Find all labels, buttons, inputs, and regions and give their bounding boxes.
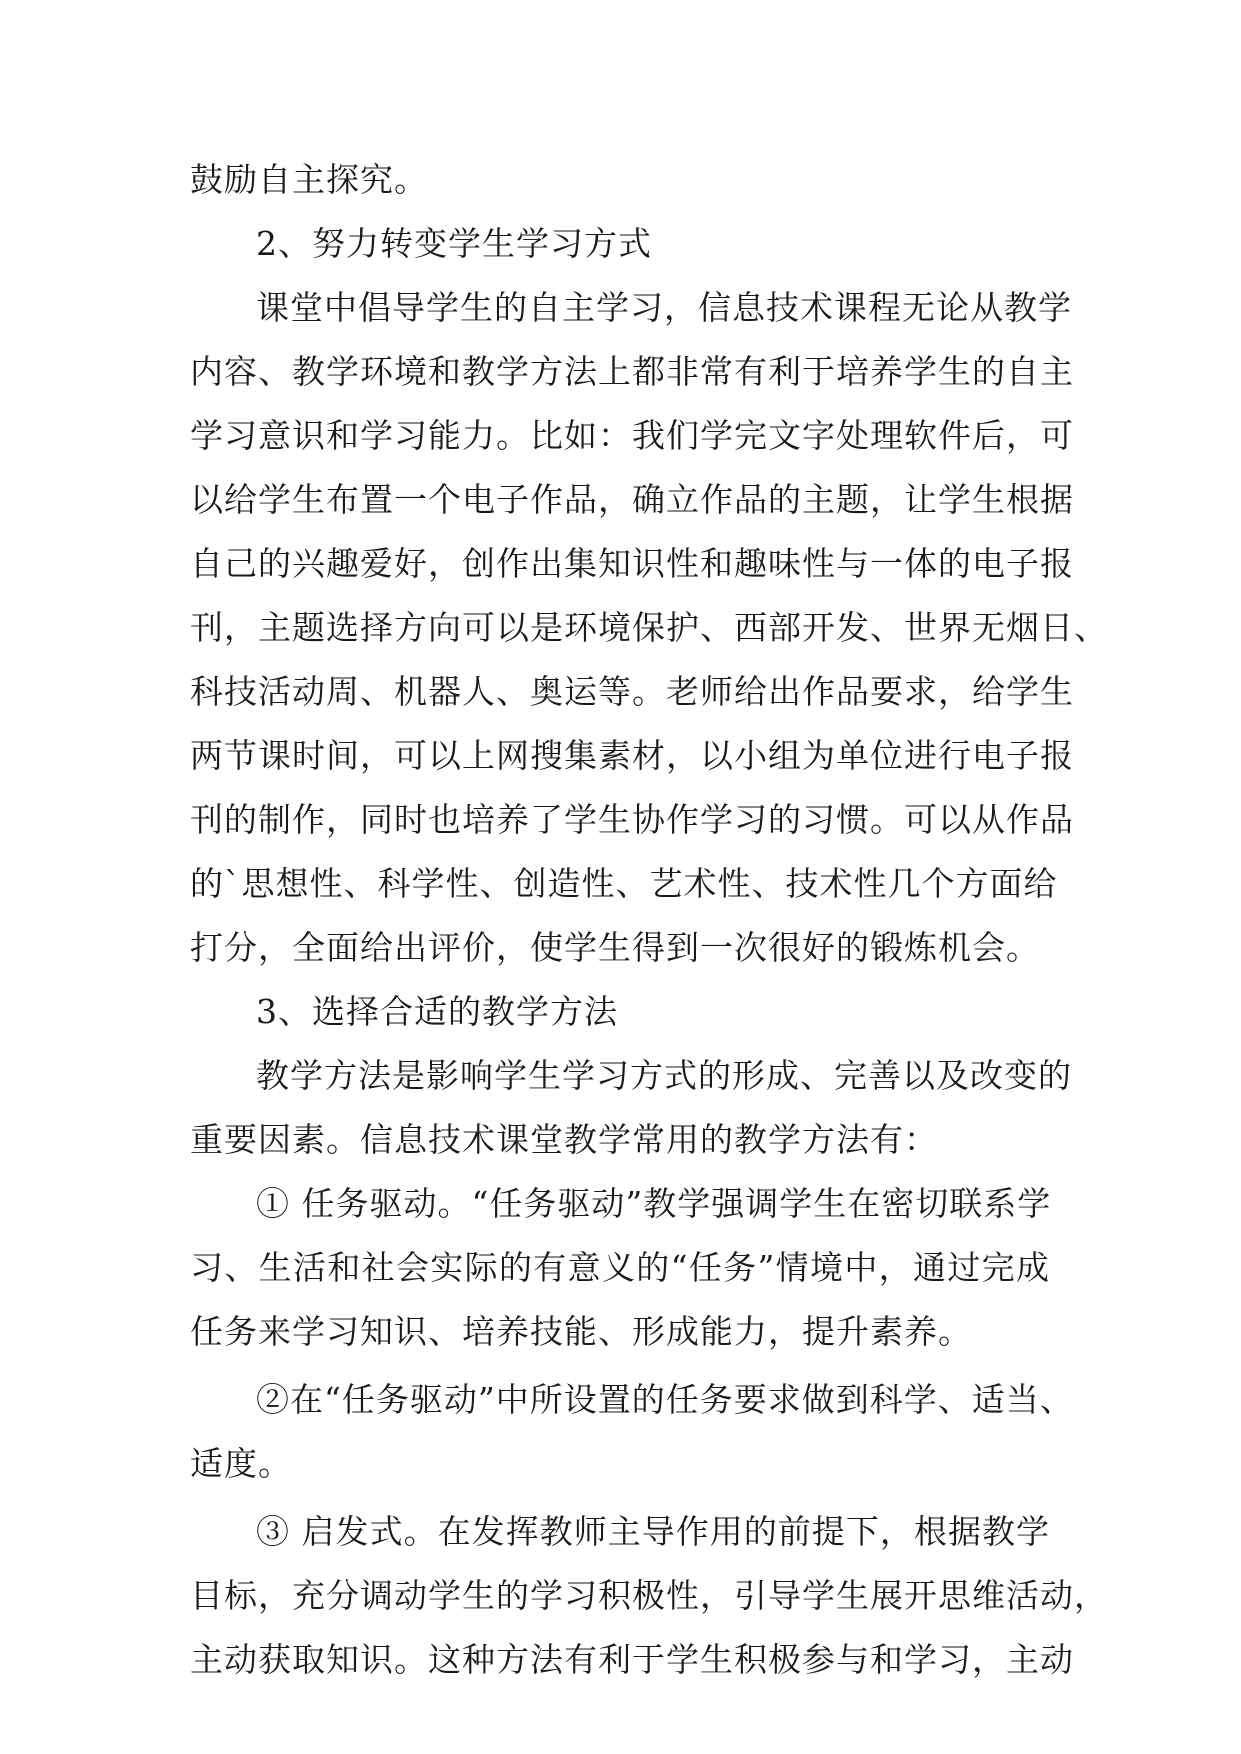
section-heading-2: 2、努力转变学生学习方式	[256, 224, 652, 263]
text-line-1: 鼓励自主探究。	[190, 160, 428, 199]
document-page	[190, 148, 1108, 1692]
text-line-7: 自己的兴趣爱好，创作出集知识性和趣味性与一体的电子报	[190, 544, 1074, 583]
text-line-9: 科技活动周、机器人、奥运等。老师给出作品要求，给学生	[190, 672, 1074, 711]
text-line-5: 学习意识和学习能力。比如：我们学完文字处理软件后，可	[190, 416, 1074, 455]
text-line-15: 教学方法是影响学生学习方式的形成、完善以及改变的	[256, 1056, 1072, 1095]
text-line-11: 刊的制作，同时也培养了学生协作学习的习惯。可以从作品	[190, 800, 1074, 839]
list-item-1-line-2: 习、生活和社会实际的有意义的“任务”情境中，通过完成	[190, 1248, 1050, 1287]
list-item-1-line-1: ① 任务驱动。“任务驱动”教学强调学生在密切联系学	[256, 1184, 1052, 1223]
text-line-12: 的`思想性、科学性、创造性、艺术性、技术性几个方面给	[190, 864, 1058, 903]
list-item-3-line-2: 目标，充分调动学生的学习积极性，引导学生展开思维活动，	[190, 1576, 1108, 1615]
section-heading-3: 3、选择合适的教学方法	[256, 992, 618, 1031]
list-item-2-line-1: ②在“任务驱动”中所设置的任务要求做到科学、适当、	[256, 1380, 1074, 1419]
text-line-10: 两节课时间，可以上网搜集素材，以小组为单位进行电子报	[190, 736, 1074, 775]
text-line-13: 打分，全面给出评价，使学生得到一次很好的锻炼机会。	[190, 928, 1040, 967]
text-line-6: 以给学生布置一个电子作品，确立作品的主题，让学生根据	[190, 480, 1074, 519]
list-item-2-line-2: 适度。	[190, 1444, 292, 1483]
text-line-3: 课堂中倡导学生的自主学习，信息技术课程无论从教学	[256, 288, 1072, 327]
list-item-1-line-3: 任务来学习知识、培养技能、形成能力，提升素养。	[190, 1312, 972, 1351]
list-item-3-line-3: 主动获取知识。这种方法有利于学生积极参与和学习，主动	[190, 1640, 1074, 1679]
text-line-16: 重要因素。信息技术课堂教学常用的教学方法有：	[190, 1120, 938, 1159]
text-line-4: 内容、教学环境和教学方法上都非常有利于培养学生的自主	[190, 352, 1074, 391]
list-item-3-line-1: ③ 启发式。在发挥教师主导作用的前提下，根据教学	[256, 1512, 1050, 1551]
text-line-8: 刊，主题选择方向可以是环境保护、西部开发、世界无烟日、	[190, 608, 1108, 647]
